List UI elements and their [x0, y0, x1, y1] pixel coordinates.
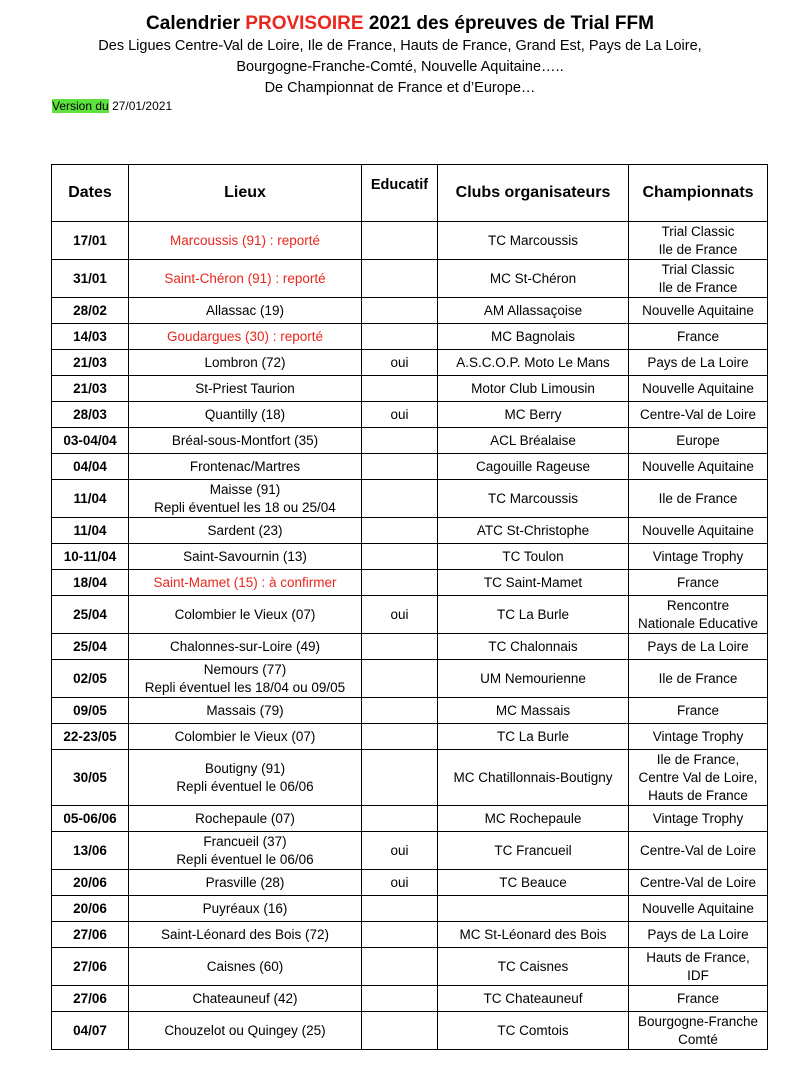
table-row: [52, 948, 768, 986]
cell-lieu: Colombier le Vieux (07): [129, 596, 362, 634]
cell-championnat: Europe: [629, 428, 768, 454]
cell-championnat: Trial Classic Ile de France: [629, 222, 768, 260]
cell-date: 31/01: [52, 260, 129, 298]
cell-date: 04/04: [52, 454, 129, 480]
cell-championnat: France: [629, 698, 768, 724]
cell-date: 03-04/04: [52, 428, 129, 454]
cell-lieu: Saint-Léonard des Bois (72): [129, 922, 362, 948]
subtitle-line-3: De Championnat de France et d’Europe…: [264, 80, 536, 96]
cell-educatif: [362, 1012, 438, 1050]
cell-club: TC Comtois: [438, 1012, 629, 1050]
header-clubs: Clubs organisateurs: [438, 165, 629, 222]
cell-educatif: [362, 518, 438, 544]
cell-educatif: [362, 454, 438, 480]
cell-championnat: Pays de La Loire: [629, 922, 768, 948]
cell-date: 13/06: [52, 832, 129, 870]
cell-date: 27/06: [52, 986, 129, 1012]
cell-lieu: Frontenac/Martres: [129, 454, 362, 480]
cell-date: 27/06: [52, 948, 129, 986]
table-row: [52, 634, 768, 660]
cell-date: 28/03: [52, 402, 129, 428]
cell-lieu: Lombron (72): [129, 350, 362, 376]
header-championnats: Championnats: [629, 165, 768, 222]
cell-lieu: Saint-Savournin (13): [129, 544, 362, 570]
cell-championnat: Ile de France, Centre Val de Loire, Hauts de France: [629, 750, 768, 806]
cell-lieu: Puyréaux (16): [129, 896, 362, 922]
cell-date: 02/05: [52, 660, 129, 698]
cell-championnat: Trial Classic Ile de France: [629, 260, 768, 298]
cell-educatif: [362, 986, 438, 1012]
version-label: Version du: [52, 99, 109, 113]
header-lieux: Lieux: [129, 165, 362, 222]
cell-club: MC Bagnolais: [438, 324, 629, 350]
table-row: [52, 544, 768, 570]
cell-educatif: [362, 948, 438, 986]
table-row: [52, 480, 768, 518]
cell-club: MC Berry: [438, 402, 629, 428]
cell-club: TC Saint-Mamet: [438, 570, 629, 596]
calendar-body: [52, 222, 768, 1050]
cell-lieu: Rochepaule (07): [129, 806, 362, 832]
cell-lieu: Caisnes (60): [129, 948, 362, 986]
table-row: [52, 324, 768, 350]
cell-club: TC Caisnes: [438, 948, 629, 986]
cell-club: UM Nemourienne: [438, 660, 629, 698]
table-row: [52, 986, 768, 1012]
cell-championnat: Ile de France: [629, 660, 768, 698]
cell-educatif: [362, 896, 438, 922]
cell-lieu: Chalonnes-sur-Loire (49): [129, 634, 362, 660]
table-row: [52, 222, 768, 260]
cell-lieu: Maisse (91) Repli éventuel les 18 ou 25/04: [129, 480, 362, 518]
cell-date: 05-06/06: [52, 806, 129, 832]
cell-lieu: Boutigny (91) Repli éventuel le 06/06: [129, 750, 362, 806]
cell-educatif: [362, 806, 438, 832]
cell-lieu: Bréal-sous-Montfort (35): [129, 428, 362, 454]
cell-club: MC St-Léonard des Bois: [438, 922, 629, 948]
version-note: [52, 98, 172, 114]
cell-educatif: [362, 724, 438, 750]
cell-championnat: Rencontre Nationale Educative: [629, 596, 768, 634]
cell-championnat: Pays de La Loire: [629, 634, 768, 660]
cell-championnat: Nouvelle Aquitaine: [629, 896, 768, 922]
cell-lieu: Allassac (19): [129, 298, 362, 324]
table-row: [52, 660, 768, 698]
cell-educatif: [362, 324, 438, 350]
cell-championnat: Vintage Trophy: [629, 544, 768, 570]
cell-championnat: Vintage Trophy: [629, 806, 768, 832]
cell-educatif: oui: [362, 870, 438, 896]
cell-date: 09/05: [52, 698, 129, 724]
cell-lieu: Quantilly (18): [129, 402, 362, 428]
cell-lieu: Sardent (23): [129, 518, 362, 544]
cell-club: TC Marcoussis: [438, 480, 629, 518]
table-row: [52, 806, 768, 832]
table-row: [52, 376, 768, 402]
cell-championnat: Centre-Val de Loire: [629, 870, 768, 896]
table-row: [52, 454, 768, 480]
subtitle-line-2: Bourgogne-Franche-Comté, Nouvelle Aquitaine…..: [236, 59, 564, 75]
cell-lieu: Massais (79): [129, 698, 362, 724]
table-row: [52, 1012, 768, 1050]
cell-championnat: Nouvelle Aquitaine: [629, 376, 768, 402]
table-row: [52, 896, 768, 922]
cell-lieu: Colombier le Vieux (07): [129, 724, 362, 750]
cell-lieu: Nemours (77) Repli éventuel les 18/04 ou 09/05: [129, 660, 362, 698]
cell-club: TC Chalonnais: [438, 634, 629, 660]
table-row: [52, 298, 768, 324]
cell-date: 25/04: [52, 596, 129, 634]
cell-club: TC La Burle: [438, 724, 629, 750]
cell-date: 20/06: [52, 896, 129, 922]
cell-lieu: Goudargues (30) : reporté: [129, 324, 362, 350]
cell-educatif: [362, 544, 438, 570]
header-educatif: Educatif: [362, 165, 438, 222]
cell-club: MC Massais: [438, 698, 629, 724]
cell-club: MC St-Chéron: [438, 260, 629, 298]
cell-championnat: Ile de France: [629, 480, 768, 518]
cell-educatif: oui: [362, 402, 438, 428]
table-row: [52, 428, 768, 454]
cell-date: 17/01: [52, 222, 129, 260]
cell-date: 30/05: [52, 750, 129, 806]
cell-club: [438, 896, 629, 922]
title-suffix: 2021 des épreuves de Trial FFM: [368, 13, 654, 34]
cell-club: Cagouille Rageuse: [438, 454, 629, 480]
cell-championnat: Nouvelle Aquitaine: [629, 454, 768, 480]
table-row: [52, 402, 768, 428]
cell-educatif: [362, 298, 438, 324]
table-row: [52, 750, 768, 806]
cell-club: MC Rochepaule: [438, 806, 629, 832]
cell-lieu: Chouzelot ou Quingey (25): [129, 1012, 362, 1050]
calendar-table: [51, 164, 768, 1050]
cell-championnat: Nouvelle Aquitaine: [629, 518, 768, 544]
table-row: [52, 518, 768, 544]
cell-educatif: [362, 480, 438, 518]
cell-club: AM Allassaçoise: [438, 298, 629, 324]
cell-club: A.S.C.O.P. Moto Le Mans: [438, 350, 629, 376]
cell-educatif: [362, 660, 438, 698]
cell-lieu: Marcoussis (91) : reporté: [129, 222, 362, 260]
cell-date: 04/07: [52, 1012, 129, 1050]
table-row: [52, 698, 768, 724]
cell-educatif: [362, 922, 438, 948]
cell-championnat: Centre-Val de Loire: [629, 402, 768, 428]
table-row: [52, 350, 768, 376]
cell-club: TC La Burle: [438, 596, 629, 634]
cell-date: 28/02: [52, 298, 129, 324]
cell-lieu: Chateauneuf (42): [129, 986, 362, 1012]
cell-educatif: oui: [362, 350, 438, 376]
cell-date: 11/04: [52, 518, 129, 544]
cell-club: Motor Club Limousin: [438, 376, 629, 402]
cell-championnat: France: [629, 986, 768, 1012]
table-row: [52, 596, 768, 634]
cell-championnat: Vintage Trophy: [629, 724, 768, 750]
table-row: [52, 832, 768, 870]
cell-date: 11/04: [52, 480, 129, 518]
cell-club: ATC St-Christophe: [438, 518, 629, 544]
cell-championnat: Bourgogne-Franche Comté: [629, 1012, 768, 1050]
table-header-row: [52, 165, 768, 222]
cell-educatif: [362, 428, 438, 454]
cell-date: 14/03: [52, 324, 129, 350]
cell-date: 20/06: [52, 870, 129, 896]
title-provisional: PROVISOIRE: [245, 13, 364, 34]
cell-educatif: oui: [362, 596, 438, 634]
cell-date: 21/03: [52, 376, 129, 402]
cell-educatif: [362, 376, 438, 402]
cell-championnat: France: [629, 570, 768, 596]
cell-club: TC Marcoussis: [438, 222, 629, 260]
cell-championnat: France: [629, 324, 768, 350]
cell-lieu: Saint-Mamet (15) : à confirmer: [129, 570, 362, 596]
cell-lieu: Francueil (37) Repli éventuel le 06/06: [129, 832, 362, 870]
cell-club: TC Chateauneuf: [438, 986, 629, 1012]
table-row: [52, 724, 768, 750]
cell-championnat: Pays de La Loire: [629, 350, 768, 376]
cell-lieu: Prasville (28): [129, 870, 362, 896]
cell-club: TC Toulon: [438, 544, 629, 570]
cell-championnat: Hauts de France, IDF: [629, 948, 768, 986]
cell-educatif: [362, 570, 438, 596]
cell-educatif: [362, 222, 438, 260]
cell-educatif: [362, 634, 438, 660]
cell-club: MC Chatillonnais-Boutigny: [438, 750, 629, 806]
subtitle-line-1: Des Ligues Centre-Val de Loire, Ile de France, Hauts de France, Grand Est, Pays de La Loire,: [98, 38, 702, 54]
cell-educatif: oui: [362, 832, 438, 870]
cell-lieu: Saint-Chéron (91) : reporté: [129, 260, 362, 298]
document-header: [0, 12, 800, 99]
cell-club: TC Francueil: [438, 832, 629, 870]
cell-educatif: [362, 750, 438, 806]
table-row: [52, 870, 768, 896]
document-title: [0, 12, 800, 36]
version-date: 27/01/2021: [112, 99, 173, 113]
cell-educatif: [362, 698, 438, 724]
table-row: [52, 570, 768, 596]
cell-championnat: Centre-Val de Loire: [629, 832, 768, 870]
cell-date: 21/03: [52, 350, 129, 376]
cell-club: ACL Bréalaise: [438, 428, 629, 454]
cell-date: 10-11/04: [52, 544, 129, 570]
table-row: [52, 260, 768, 298]
cell-lieu: St-Priest Taurion: [129, 376, 362, 402]
cell-championnat: Nouvelle Aquitaine: [629, 298, 768, 324]
cell-club: TC Beauce: [438, 870, 629, 896]
title-prefix: Calendrier: [146, 13, 241, 34]
cell-date: 22-23/05: [52, 724, 129, 750]
table-row: [52, 922, 768, 948]
cell-date: 25/04: [52, 634, 129, 660]
header-dates: Dates: [52, 165, 129, 222]
cell-date: 18/04: [52, 570, 129, 596]
cell-date: 27/06: [52, 922, 129, 948]
cell-educatif: [362, 260, 438, 298]
